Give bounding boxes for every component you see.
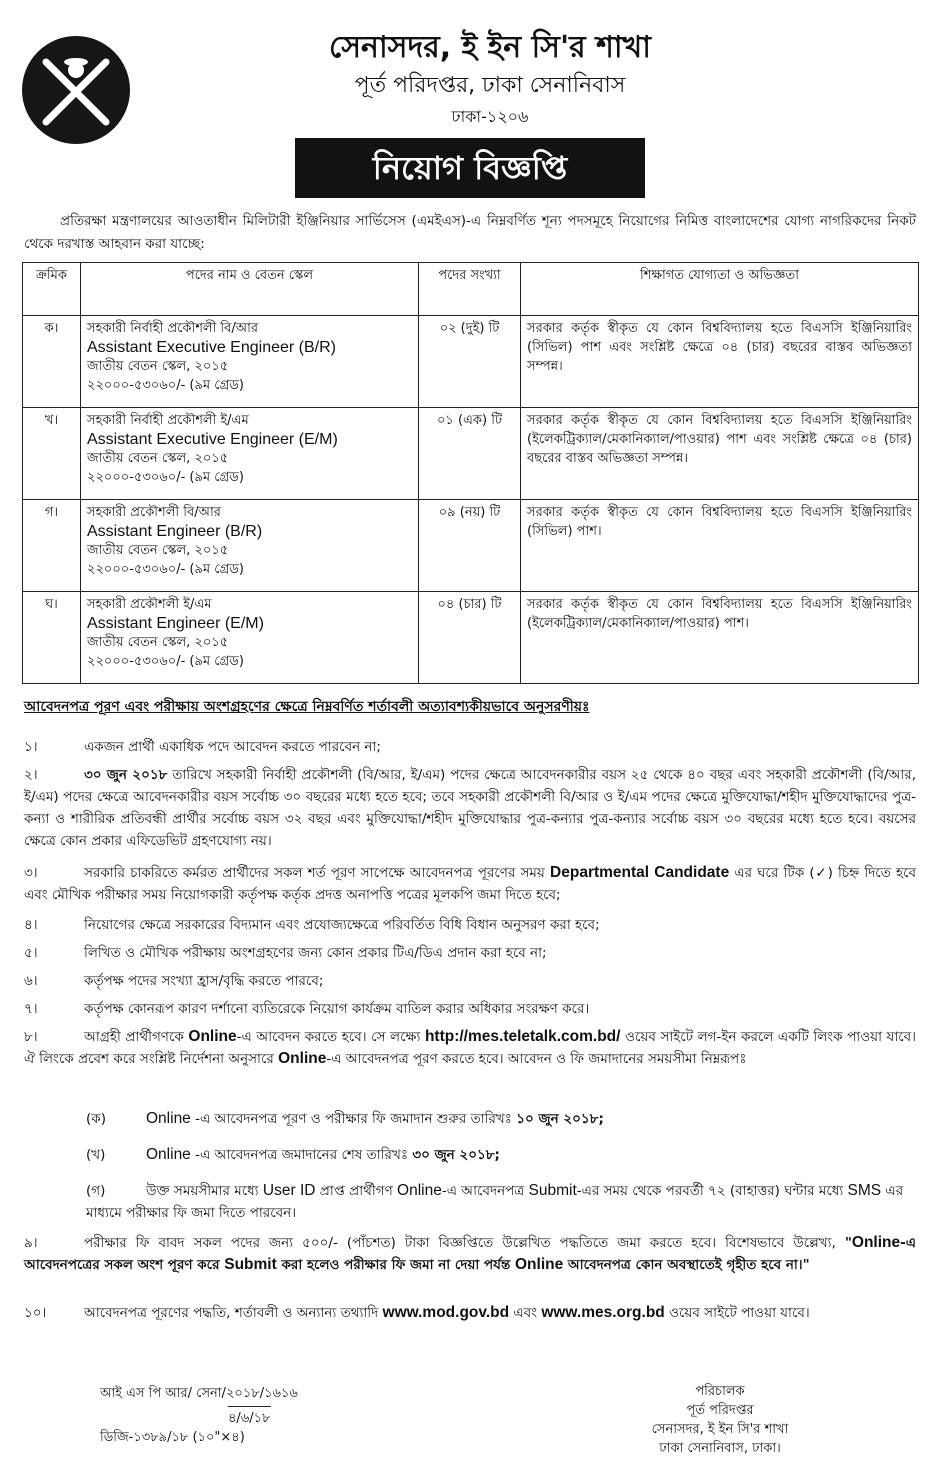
office-title: সেনাসদর, ই ইন সি'র শাখা xyxy=(329,30,651,65)
post-count: ০৯ (নয়) টি xyxy=(419,500,521,592)
age-reference-date: ৩০ জুন ২০১৮ xyxy=(84,767,168,783)
start-date: ১০ জুন ২০১৮; xyxy=(516,1111,604,1127)
sub-text: উক্ত সময়সীমার মধ্যে xyxy=(146,1183,259,1199)
intro-paragraph: প্রতিরক্ষা মন্ত্রণালয়ের আওতাধীন মিলিটারী ইঞ্জিনিয়ার সার্ভিসেস (এমইএস)-এ নিম্নবর্ণিত শূন্য পদসমূহে নিয়োগের নিমিত্ত বাংলাদেশের যোগ্য নাগরিকদের নিকট থেকে দরখাস্ত আহবান করা যাচ্ছে: xyxy=(24,213,916,252)
signatory-department: পূর্ত পরিদপ্তর xyxy=(686,1403,754,1418)
online-label: Online xyxy=(146,1110,191,1127)
row-serial: খ। xyxy=(23,408,81,500)
condition-1 xyxy=(24,736,916,758)
table-row xyxy=(23,592,919,684)
user-id-label: User ID xyxy=(262,1182,316,1199)
departmental-candidate-label: Departmental Candidate xyxy=(550,864,730,881)
condition-number: ৫। xyxy=(24,945,38,961)
condition-number: ২। xyxy=(24,767,38,783)
table-row xyxy=(23,500,919,592)
online-label: Online xyxy=(397,1182,442,1199)
sub-text: এর মাধ্যমে পরীক্ষার ফি জমা দিতে পারবেন। xyxy=(86,1183,904,1221)
row-serial: গ। xyxy=(23,500,81,592)
condition-number: ৮। xyxy=(24,1029,38,1045)
schedule-end xyxy=(86,1144,916,1166)
condition-text: কর্তৃপক্ষ কোনরূপ কারণ দর্শানো ব্যতিরেকে নিয়োগ কার্যক্রম বাতিল করার অধিকার সংরক্ষণ করে। xyxy=(84,1001,590,1017)
row-serial: ক। xyxy=(23,316,81,408)
condition-text: কর্তৃপক্ষ পদের সংখ্যা হ্রাস/বৃদ্ধি করতে পারবে; xyxy=(84,973,324,989)
notice-banner: নিয়োগ বিজ্ঞপ্তি xyxy=(295,138,645,198)
sub-text: -এ আবেদনপত্র জমাদানের শেষ তারিখঃ xyxy=(195,1147,409,1163)
condition-text: নিয়োগের ক্ষেত্রে সরকারের বিদ্যমান এবং প্রযোজ্যক্ষেত্রে পরিবর্তিত বিধি বিধান অনুসরণ করা হবে; xyxy=(84,917,600,933)
signature-block xyxy=(640,1382,800,1458)
condition-3 xyxy=(24,862,916,906)
post-count: ০৪ (চার) টি xyxy=(419,592,521,684)
condition-text: আবেদনপত্র পূরণের পদ্ধতি, শর্তাবলী ও অন্যান্য তথ্যাদি xyxy=(84,1305,379,1321)
pay-grade: ২২০০০-৫৩০৬০/- (৯ম গ্রেড) xyxy=(87,562,244,577)
condition-7 xyxy=(24,998,916,1020)
condition-8 xyxy=(24,1026,916,1070)
ispr-reference: আই এস পি আর/ সেনা/২০১৮/১৬১৬ xyxy=(100,1386,298,1401)
condition-text: একজন প্রার্থী একাধিক পদে আবেদন করতে পারবেন না; xyxy=(84,739,381,755)
post-cell xyxy=(81,592,419,684)
dg-number: ডিজি-১৩৮৯/১৮ (১০"×৪) xyxy=(100,1430,245,1445)
post-name-en: Assistant Executive Engineer (B/R) xyxy=(87,339,336,356)
pay-scale: জাতীয় বেতন স্কেল, ২০১৫ xyxy=(87,635,229,650)
qualification: সরকার কর্তৃক স্বীকৃত যে কোন বিশ্ববিদ্যালয় হতে বিএসসি ইঞ্জিনিয়ারিং (সিভিল) পাশ এবং সংশ্লিষ্ট ক্ষেত্রে ০৪ (চার) বছরের বাস্তব অভিজ্ঞতা সম্পন্ন। xyxy=(521,316,919,408)
department-title: পূর্ত পরিদপ্তর, ঢাকা সেনানিবাস xyxy=(354,73,626,98)
row-serial: ঘ। xyxy=(23,592,81,684)
post-cell xyxy=(81,316,419,408)
condition-6 xyxy=(24,970,916,992)
online-label: Online xyxy=(514,1256,564,1273)
condition-number: ৭। xyxy=(24,1001,38,1017)
post-count: ০২ (দুই) টি xyxy=(419,316,521,408)
sub-text: -এর সময় থেকে পরবর্তী ৭২ (বাহাত্তর) ঘন্টার মধ্যে xyxy=(576,1183,844,1199)
condition-number: ৯। xyxy=(24,1235,38,1251)
col-serial-header: ক্রমিক xyxy=(23,263,81,316)
city-line: ঢাকা-১২০৬ xyxy=(451,107,529,126)
post-cell xyxy=(81,408,419,500)
quote-mark: " xyxy=(844,1235,852,1251)
col-count-header: পদের সংখ্যা xyxy=(419,263,521,316)
condition-number: ৩। xyxy=(24,865,38,881)
condition-text: ওয়েব সাইটে পাওয়া যাবে। xyxy=(669,1305,810,1321)
conditions-title: আবেদনপত্র পূরণ এবং পরীক্ষায় অংশগ্রহণের ক্ষেত্রে নিম্নবর্ণিত শর্তাবলী অত্যাবশ্যকীয়ভাবে অনুসরণীয়ঃ xyxy=(24,699,590,715)
condition-4 xyxy=(24,914,916,936)
condition-text: পরীক্ষার ফি বাবদ সকল পদের জন্য ৫০০/- (পাঁচশত) টাকা বিজ্ঞপ্তিতে উল্লেখিত পদ্ধতিতে জমা করতে হবে। বিশেষভাবে উল্লেখ্য, xyxy=(84,1235,836,1251)
schedule-start xyxy=(86,1108,916,1130)
pay-scale: জাতীয় বেতন স্কেল, ২০১৫ xyxy=(87,543,229,558)
condition-number: ১। xyxy=(24,739,38,755)
post-name-en: Assistant Executive Engineer (E/M) xyxy=(87,431,338,448)
qualification: সরকার কর্তৃক স্বীকৃত যে কোন বিশ্ববিদ্যালয় হতে বিএসসি ইঞ্জিনিয়ারিং (সিভিল) পাশ। xyxy=(521,500,919,592)
teletalk-link[interactable]: http://mes.teletalk.com.bd/ xyxy=(424,1028,621,1045)
online-label: Online xyxy=(188,1028,237,1045)
sub-text: -এ আবেদনপত্র পূরণ ও পরীক্ষার ফি জমাদান শুরুর তারিখঃ xyxy=(195,1111,512,1127)
condition-text: এর ঘরে টিক (✓) চিহ্ন দিতে হবে এবং মৌখিক পরীক্ষার সময় নিয়োগকারী কর্তৃপক্ষ কর্তৃক প্রদত্ত অনাপত্তি পত্রের মূলকপি জমা দিতে হবে; xyxy=(24,865,917,903)
reference-date: ৪/৬/১৮ xyxy=(228,1406,271,1430)
sms-label: SMS xyxy=(847,1182,882,1199)
schedule-fee xyxy=(86,1180,916,1224)
posts-table xyxy=(22,262,919,684)
condition-number: ৬। xyxy=(24,973,38,989)
signatory-location: ঢাকা সেনানিবাস, ঢাকা। xyxy=(659,1441,781,1456)
post-name-bn: সহকারী প্রকৌশলী বি/আর xyxy=(87,505,221,520)
col-qualification-header: শিক্ষাগত যোগ্যতা ও অভিজ্ঞতা xyxy=(521,263,919,316)
pay-grade: ২২০০০-৫৩০৬০/- (৯ম গ্রেড) xyxy=(87,470,244,485)
signatory-title: পরিচালক xyxy=(695,1384,745,1399)
post-count: ০১ (এক) টি xyxy=(419,408,521,500)
qualification: সরকার কর্তৃক স্বীকৃত যে কোন বিশ্ববিদ্যালয় হতে বিএসসি ইঞ্জিনিয়ারিং (ইলেকট্রিক্যাল/মেকানিক্যাল/পাওয়ার) পাশ এবং সংশ্লিষ্ট ক্ষেত্রে ০৪ (চার) বছরের বাস্তব অভিজ্ঞতা সম্পন্ন। xyxy=(521,408,919,500)
condition-text: এবং xyxy=(513,1305,538,1321)
pay-scale: জাতীয় বেতন স্কেল, ২০১৫ xyxy=(87,451,229,466)
post-name-bn: সহকারী নির্বাহী প্রকৌশলী ই/এম xyxy=(87,413,249,428)
condition-5 xyxy=(24,942,916,964)
post-name-en: Assistant Engineer (B/R) xyxy=(87,523,263,540)
online-label: Online xyxy=(278,1050,327,1067)
post-name-bn: সহকারী প্রকৌশলী ই/এম xyxy=(87,597,212,612)
sub-text: প্রাপ্ত প্রার্থীগণ xyxy=(319,1183,393,1199)
pay-grade: ২২০০০-৫৩০৬০/- (৯ম গ্রেড) xyxy=(87,654,244,669)
condition-text: -এ আবেদন করতে হবে। সে লক্ষ্যে xyxy=(236,1029,421,1045)
warning-text: আবেদনপত্র কোন অবস্থাতেই গৃহীত হবে না।" xyxy=(567,1257,810,1273)
post-name-bn: সহকারী নির্বাহী প্রকৌশলী বি/আর xyxy=(87,321,259,336)
condition-10 xyxy=(24,1302,916,1324)
mes-logo-icon xyxy=(22,36,130,144)
condition-text: লিখিত ও মৌখিক পরীক্ষায় অংশগ্রহণের জন্য কোন প্রকার টিএ/ডিএ প্রদান করা হবে না; xyxy=(84,945,547,961)
condition-text: আগ্রহী প্রার্থীগণকে xyxy=(84,1029,184,1045)
signatory-office: সেনাসদর, ই ইন সি'র শাখা xyxy=(651,1422,789,1437)
post-cell xyxy=(81,500,419,592)
sub-number: (গ) xyxy=(86,1183,106,1199)
table-header-row xyxy=(23,263,919,316)
condition-2 xyxy=(24,764,916,852)
submit-label: Submit xyxy=(224,1256,277,1273)
online-label: Online xyxy=(146,1146,191,1163)
table-row xyxy=(23,408,919,500)
end-date: ৩০ জুন ২০১৮; xyxy=(412,1147,500,1163)
sub-text: -এ আবেদনপত্র xyxy=(441,1183,525,1199)
condition-text: ওয়েব সাইটে লগ-ইন করলে একটি লিংক পাওয়া যাবে। ঐ লিংকে প্রবেশ করে সংশ্লিষ্ট নির্দেশনা অনুসারে xyxy=(24,1029,917,1067)
online-label: Online xyxy=(851,1234,901,1251)
condition-number: ৪। xyxy=(24,917,38,933)
condition-9 xyxy=(24,1232,916,1276)
qualification: সরকার কর্তৃক স্বীকৃত যে কোন বিশ্ববিদ্যালয় হতে বিএসসি ইঞ্জিনিয়ারিং (ইলেকট্রিক্যাল/মেকানিক্যাল/পাওয়ার) পাশ। xyxy=(521,592,919,684)
col-post-header: পদের নাম ও বেতন স্কেল xyxy=(81,263,419,316)
pay-grade: ২২০০০-৫৩০৬০/- (৯ম গ্রেড) xyxy=(87,378,244,393)
mes-website-link[interactable]: www.mes.org.bd xyxy=(541,1304,665,1321)
submit-label: Submit xyxy=(528,1182,577,1199)
sub-number: (ক) xyxy=(86,1111,106,1127)
post-name-en: Assistant Engineer (E/M) xyxy=(87,615,264,632)
condition-text: সরকারি চাকরিতে কর্মরত প্রার্থীদের সকল শর্ত পূরণ সাপেক্ষে আবেদনপত্র পূরণের সময় xyxy=(84,865,545,881)
table-row xyxy=(23,316,919,408)
pay-scale: জাতীয় বেতন স্কেল, ২০১৫ xyxy=(87,359,229,374)
warning-text: করা হলেও পরীক্ষার ফি জমা না দেয়া পর্যন্ত xyxy=(281,1257,511,1273)
condition-text: -এ আবেদনপত্র পূরণ করতে হবে। আবেদন ও ফি জমাদানের সময়সীমা নিম্নরূপঃ xyxy=(326,1051,747,1067)
condition-text: তারিখে সহকারী নির্বাহী প্রকৌশলী (বি/আর, ই/এম) পদের ক্ষেত্রে আবেদনকারীর বয়স ২৫ থেকে ৪০ বছর এবং সহকারী প্রকৌশলী (বি/আর, ই/এম) পদের ক্ষেত্রে আবেদনকারীর বয়স সর্বোচ্চ ৩০ বছরের মধ্যে হতে হবে; তবে সহকারী প্রকৌশলী বি/আর ও ই/এম পদের ক্ষেত্রে মুক্তিযোদ্ধা/শহীদ মুক্তিযোদ্ধাদের পুত্র-কন্যা ও শারীরিক প্রতিবন্ধী প্রার্থীর সর্বোচ্চ বয়স ৩২ বছর এবং মুক্তিযোদ্ধা/শহীদ মুক্তিযোদ্ধার পুত্র-কন্যার পুত্র-কন্যার সর্বোচ্চ বয়স ৩০ বছরের মধ্যে হতে হবে। বয়সের ক্ষেত্রে কোন প্রকার এফিডেভিট গ্রহণযোগ্য নয়। xyxy=(24,767,917,849)
warning-text: -এ আবেদনপত্রের সকল অংশ পূরণ করে xyxy=(24,1235,916,1273)
sub-number: (খ) xyxy=(86,1147,106,1163)
mod-website-link[interactable]: www.mod.gov.bd xyxy=(382,1304,510,1321)
condition-number: ১০। xyxy=(24,1305,47,1321)
